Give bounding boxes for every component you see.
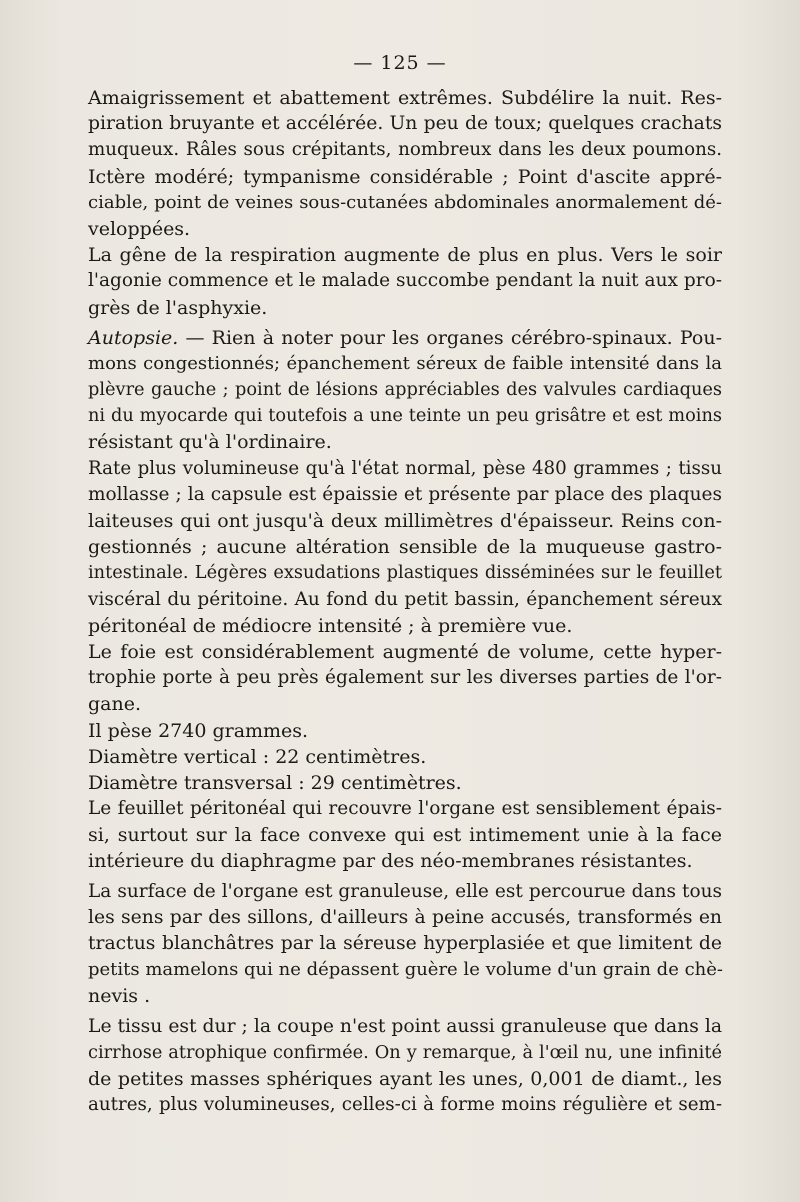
text-line: gane. xyxy=(88,693,142,716)
text-line: muqueux. Râles sous crépitants, nombreux dans les deux poumons. xyxy=(88,139,722,161)
text-line: l'agonie commence et le malade succombe pendant la nuit aux pro- xyxy=(88,270,722,292)
section-lead: Autopsie. xyxy=(88,326,179,349)
text-line: Ictère modéré; tympanisme considérable ; Point d'ascite appré- xyxy=(88,165,722,188)
paragraph xyxy=(88,796,722,875)
text-line: ciable, point de veines sous-cutanées abdominales anormalement dé- xyxy=(88,191,722,213)
text-line: gestionnés ; aucune altération sensible de la muqueuse gastro- xyxy=(88,536,722,559)
text-line: trophie porte à peu près également sur les diverses parties de l'or- xyxy=(88,667,722,689)
paragraph xyxy=(88,456,722,639)
text-line: grès de l'asphyxie. xyxy=(88,296,268,319)
paragraph xyxy=(88,1014,722,1119)
text-line: péritonéal de médiocre intensité ; à première vue. xyxy=(88,614,573,637)
page-body xyxy=(88,85,722,1118)
text-line xyxy=(88,325,722,351)
text-line: viscéral du péritoine. Au fond du petit bassin, épanchement séreux xyxy=(88,588,722,610)
text-line: autres, plus volumineuses, celles-ci à forme moins régulière et sem- xyxy=(88,1094,722,1116)
text-line: La surface de l'organe est granuleuse, elle est percourue dans tous xyxy=(88,880,722,902)
text-line: tractus blanchâtres par la séreuse hyperplasiée et que limitent de xyxy=(88,933,722,954)
paragraph xyxy=(88,325,722,456)
text-line: intestinale. Légères exsudations plastiques disséminées sur le feuillet xyxy=(88,563,722,584)
text-line: si, surtout sur la face convexe qui est intimement unie à la face xyxy=(88,824,722,847)
paragraph xyxy=(88,164,722,243)
text-line: mons congestionnés; épanchement séreux de faible intensité dans la xyxy=(88,352,722,374)
text-line: Le tissu est dur ; la coupe n'est point aussi granuleuse que dans la xyxy=(88,1015,722,1037)
text-line: Le foie est considérablement augmenté de volume, cette hyper- xyxy=(88,640,722,663)
text-line: Rate plus volumineuse qu'à l'état normal, pèse 480 grammes ; tissu xyxy=(88,457,722,479)
text-line: veloppées. xyxy=(88,217,191,240)
text-line: Il pèse 2740 grammes. xyxy=(88,719,309,742)
text-line: petits mamelons qui ne dépassent guère le volume d'un grain de chè- xyxy=(88,959,723,981)
text-line: résistant qu'à l'ordinaire. xyxy=(88,431,332,454)
text-line: cirrhose atrophique confirmée. On y remarque, à l'œil nu, une infinité xyxy=(88,1042,722,1063)
text-line: intérieure du diaphragme par des néo-membranes résistantes. xyxy=(88,850,693,873)
text-line: Amaigrissement et abattement extrêmes. Subdélire la nuit. Res- xyxy=(88,87,722,109)
text-line: Le feuillet péritonéal qui recouvre l'organe est sensiblement épais- xyxy=(88,798,722,820)
text-line: piration bruyante et accélérée. Un peu de toux; quelques crachats xyxy=(88,113,722,135)
text-line: Diamètre transversal : 29 centimètres. xyxy=(88,771,462,794)
paragraph xyxy=(88,718,722,797)
text-line: de petites masses sphériques ayant les unes, 0,001 de diamt., les xyxy=(88,1067,722,1090)
text-line: les sens par des sillons, d'ailleurs à peine accusés, transformés en xyxy=(88,906,722,928)
text-line: ni du myocarde qui toutefois a une teinte un peu grisâtre et est moins xyxy=(88,406,722,427)
paragraph xyxy=(88,879,722,1010)
paragraph xyxy=(88,85,722,164)
text-line: Diamètre vertical : 22 centimètres. xyxy=(88,745,427,768)
paragraph xyxy=(88,242,722,321)
paragraph xyxy=(88,639,722,718)
text-line: laiteuses qui ont jusqu'à deux millimètres d'épaisseur. Reins con- xyxy=(88,510,722,532)
text-line: plèvre gauche ; point de lésions appréciables des valvules cardiaques xyxy=(88,380,722,401)
text-line: La gêne de la respiration augmente de plus en plus. Vers le soir xyxy=(88,244,722,267)
text-line: mollasse ; la capsule est épaissie et présente par place des plaques xyxy=(88,483,722,505)
page-number: — 125 — xyxy=(353,52,447,74)
text-span: — Rien à noter pour les organes cérébro-spinaux. Pou- xyxy=(178,326,722,349)
text-line: nevis . xyxy=(88,985,151,1008)
